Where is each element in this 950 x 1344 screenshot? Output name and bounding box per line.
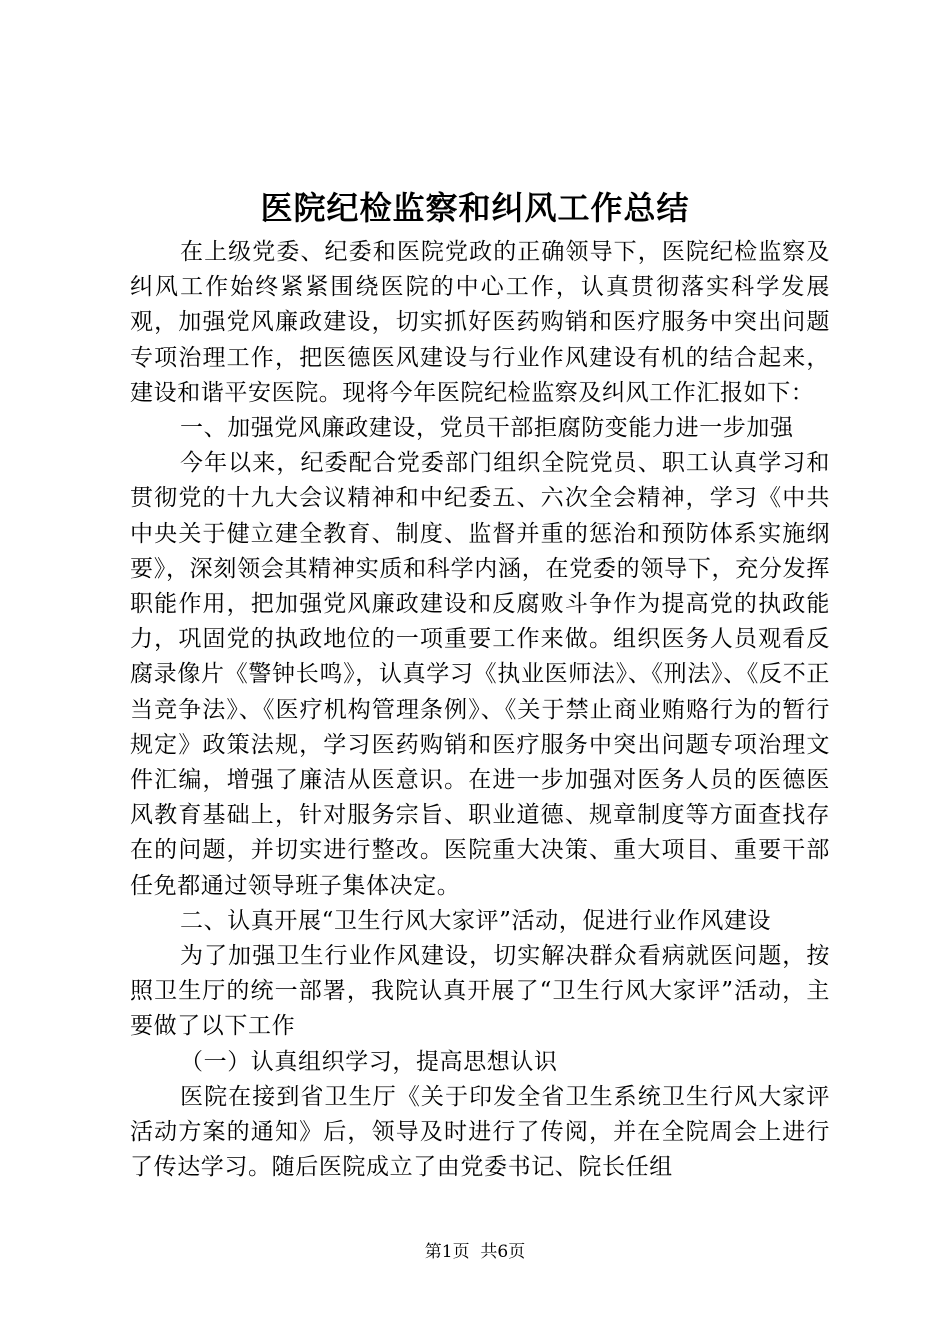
intro-paragraph: 在上级党委、纪委和医院党政的正确领导下，医院纪检监察及纠风工作始终紧紧围绕医院的中心工作，认真贯彻落实科学发展观，加强党风廉政建设，切实抓好医药购销和医疗服务中突出问题专项治理工作，把医德医风建设与行业作风建设有机的结合起来，建设和谐平安医院。现将今年医院纪检监察及纠风工作汇报如下： (130, 239, 830, 406)
document-body (130, 235, 830, 1185)
page-footer (0, 1240, 950, 1264)
page-total: 共6页 (480, 1242, 526, 1262)
subsection-heading-1: （一）认真组织学习，提高思想认识 (180, 1048, 558, 1075)
document-title: 医院纪检监察和纠风工作总结 (260, 189, 690, 227)
section-heading-2: 二、认真开展“卫生行风大家评”活动，促进行业作风建设 (180, 907, 772, 934)
body-paragraph: 医院在接到省卫生厅《关于印发全省卫生系统卫生行风大家评活动方案的通知》后，领导及时进行了传阅，并在全院周会上进行了传达学习。随后医院成立了由党委书记、院长任组 (130, 1083, 830, 1181)
page-number: 第1页 (424, 1242, 470, 1262)
body-paragraph: 今年以来，纪委配合党委部门组织全院党员、职工认真学习和贯彻党的十九大会议精神和中纪委五、六次全会精神，学习《中共中央关于健立建全教育、制度、监督并重的惩治和预防体系实施纲要》，深刻领会其精神实质和科学内涵，在党委的领导下，充分发挥职能作用，把加强党风廉政建设和反腐败斗争作为提高党的执政能力，巩固党的执政地位的一项重要工作来做。组织医务人员观看反腐录像片《警钟长鸣》，认真学习《执业医师法》、《刑法》、《反不正当竞争法》、《医疗机构管理条例》、《关于禁止商业贿赂行为的暂行规定》政策法规，学习医药购销和医疗服务中突出问题专项治理文件汇编，增强了廉洁从医意识。在进一步加强对医务人员的医德医风教育基础上，针对服务宗旨、职业道德、规章制度等方面查找存在的问题，并切实进行整改。医院重大决策、重大项目、重要干部任免都通过领导班子集体决定。 (130, 450, 830, 899)
body-paragraph: 为了加强卫生行业作风建设，切实解决群众看病就医问题，按照卫生厅的统一部署，我院认真开展了“卫生行风大家评”活动，主要做了以下工作 (130, 943, 830, 1040)
footer-spacer (470, 1242, 481, 1262)
section-heading-1: 一、加强党风廉政建设，党员干部拒腐防变能力进一步加强 (180, 415, 794, 442)
